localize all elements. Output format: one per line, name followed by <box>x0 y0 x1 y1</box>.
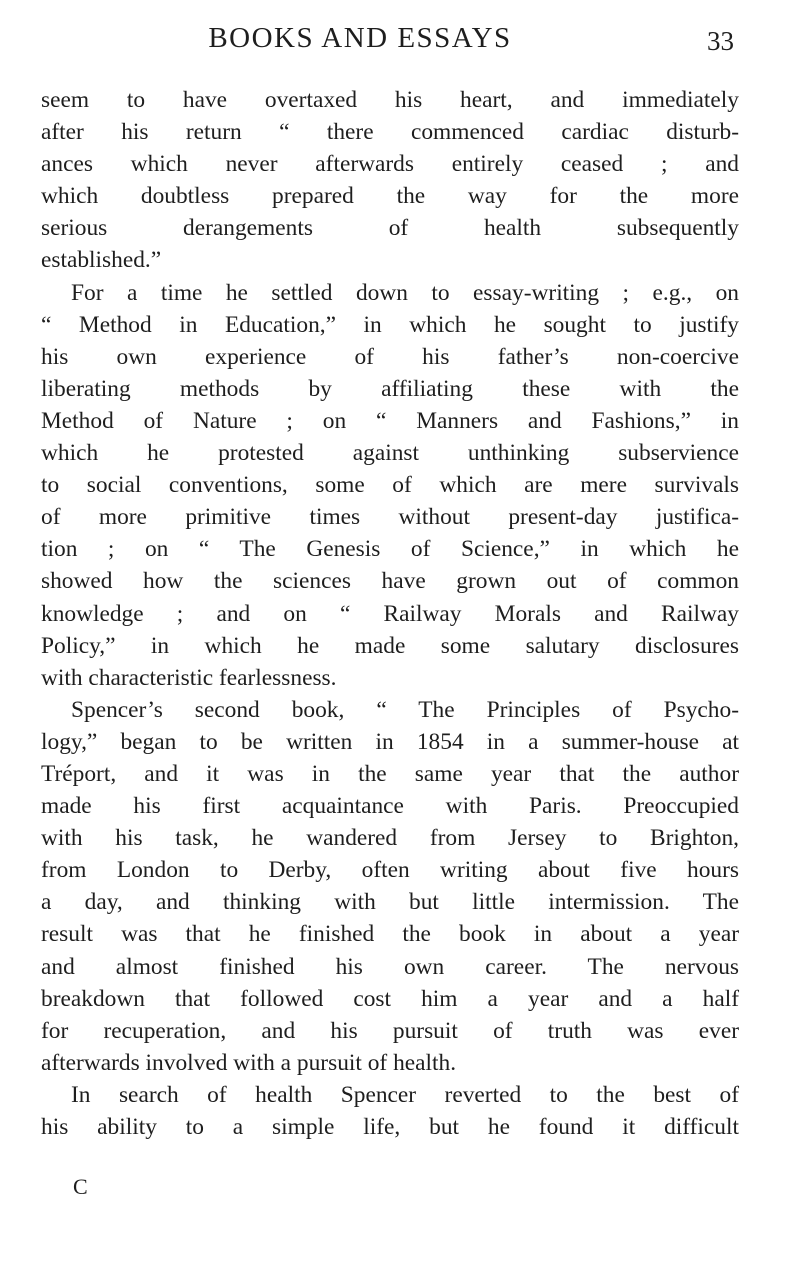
text-line: a day, and thinking with but little intermission. The <box>41 889 739 916</box>
text-line: liberating methods by affiliating these with the <box>41 375 739 402</box>
text-line: to social conventions, some of which are mere survivals <box>41 472 739 499</box>
text-line: “ Method in Education,” in which he sought to justify <box>41 311 739 338</box>
text-line: seem to have overtaxed his heart, and immediately <box>41 87 739 113</box>
text-line: Tréport, and it was in the same year that the author <box>41 760 739 787</box>
text-line: breakdown that followed cost him a year and a half <box>41 985 739 1012</box>
text-line: knowledge ; and on “ Railway Morals and Railway <box>41 600 739 627</box>
text-line: showed how the sciences have grown out of common <box>41 568 739 595</box>
text-line: Spencer’s second book, “ The Principles of Psycho- <box>71 696 739 723</box>
running-head <box>0 18 801 58</box>
text-line: In search of health Spencer reverted to the best of <box>71 1081 739 1108</box>
text-line: which he protested against unthinking subservience <box>41 440 739 467</box>
text-line: and almost finished his own career. The nervous <box>41 953 739 980</box>
text-line: established.” <box>41 247 162 274</box>
text-line: with characteristic fearlessness. <box>41 664 337 691</box>
text-line: ances which never afterwards entirely ceased ; and <box>41 151 739 178</box>
text-line: with his task, he wandered from Jersey to Brighton, <box>41 825 739 852</box>
text-line: for recuperation, and his pursuit of truth was ever <box>41 1017 739 1044</box>
text-line: afterwards involved with a pursuit of health. <box>41 1049 457 1076</box>
text-line: For a time he settled down to essay-writing ; e.g., on <box>71 279 739 306</box>
text-line: logy,” began to be written in 1854 in a summer-house at <box>41 728 739 755</box>
text-line: of more primitive times without present-day justifica- <box>41 504 739 531</box>
text-line: from London to Derby, often writing about five hours <box>41 857 739 884</box>
text-line: which doubtless prepared the way for the more <box>41 183 739 210</box>
text-line: his own experience of his father’s non-coercive <box>41 343 739 370</box>
text-line: made his first acquaintance with Paris. Preoccupied <box>41 793 739 820</box>
page-number: 33 <box>707 26 734 56</box>
text-line: serious derangements of health subsequently <box>41 215 739 242</box>
signature-mark: C <box>73 1174 88 1199</box>
text-line: tion ; on “ The Genesis of Science,” in which he <box>41 536 739 563</box>
body-text <box>41 84 739 1143</box>
text-line: after his return “ there commenced cardiac disturb- <box>41 119 739 146</box>
text-line: result was that he finished the book in about a year <box>41 921 739 948</box>
text-line: his ability to a simple life, but he found it difficult <box>41 1114 739 1140</box>
text-line: Policy,” in which he made some salutary disclosures <box>41 632 739 659</box>
text-line: Method of Nature ; on “ Manners and Fashions,” in <box>41 407 739 434</box>
running-title: BOOKS AND ESSAYS <box>208 22 512 54</box>
